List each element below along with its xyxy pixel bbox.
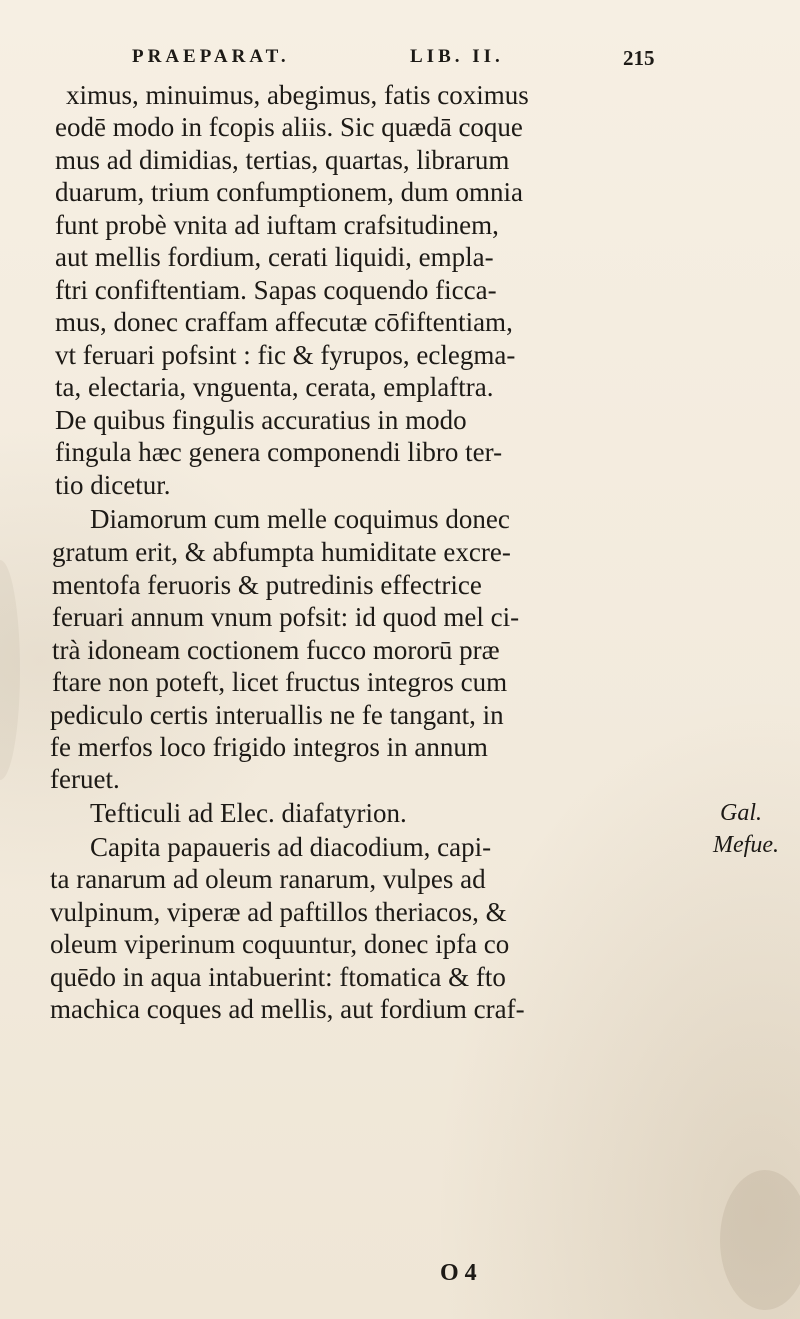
text-line: aut mellis fordium, cerati liquidi, empla- [55, 242, 494, 272]
text-line: De quibus fingulis accuratius in modo [55, 405, 467, 435]
text-line: gratum erit, & abfumpta humiditate excre- [52, 537, 511, 567]
text-line: oleum viperinum coquuntur, donec ipfa co [50, 929, 510, 959]
text-line: vulpinum, viperæ ad paftillos theriacos, & [50, 897, 507, 927]
page-number: 215 [623, 46, 655, 70]
marginal-note: Mefue. [713, 832, 779, 858]
text-line: mus, donec craffam affecutæ cōfiftentiam, [55, 307, 513, 337]
book-number: LIB. II. [410, 46, 504, 67]
text-line: ta ranarum ad oleum ranarum, vulpes ad [50, 864, 486, 894]
text-line: mus ad dimidias, tertias, quartas, librarum [55, 145, 510, 175]
text-line: ftri confiftentiam. Sapas coquendo ficca- [55, 275, 497, 305]
text-line: feruari annum vnum pofsit: id quod mel ci- [52, 602, 520, 632]
text-line: mentofa feruoris & putredinis effectrice [52, 570, 482, 600]
text-line: fe merfos loco frigido integros in annum [50, 732, 488, 762]
text-line: Capita papaueris ad diacodium, capi- [90, 832, 492, 862]
text-line: eodē modo in fcopis aliis. Sic quædā coque [55, 112, 523, 142]
text-line: ftare non poteft, licet fructus integros cum [52, 667, 508, 697]
text-line: duarum, trium confumptionem, dum omnia [55, 177, 523, 207]
text-line: trà idoneam coctionem fucco mororū præ [52, 635, 500, 665]
marginal-note: Gal. [720, 800, 762, 826]
text-line: quēdo in aqua intabuerint: ftomatica & fto [50, 962, 506, 992]
text-line: fingula hæc genera componendi libro ter- [55, 437, 503, 467]
page-header [132, 46, 655, 82]
text-line: Tefticuli ad Elec. diafatyrion. [90, 798, 407, 828]
text-line: pediculo certis interuallis ne fe tangant, in [50, 700, 504, 730]
paper-stain [0, 560, 20, 780]
text-line: funt probè vnita ad iuftam crafsitudinem, [55, 210, 499, 240]
text-line: Diamorum cum melle coquimus donec [90, 504, 510, 534]
paper-stain [720, 1170, 800, 1310]
text-line: ximus, minuimus, abegimus, fatis coximus [66, 80, 529, 110]
text-line: ta, electaria, vnguenta, cerata, emplaftra. [55, 372, 494, 402]
signature-mark: O 4 [440, 1260, 477, 1286]
text-line: tio dicetur. [55, 470, 171, 500]
running-title: PRAEPARAT. [132, 46, 290, 67]
text-line: feruet. [50, 764, 120, 794]
text-line: vt feruari pofsint : fic & fyrupos, eclegma- [55, 340, 516, 370]
text-line: machica coques ad mellis, aut fordium craf- [50, 994, 525, 1024]
